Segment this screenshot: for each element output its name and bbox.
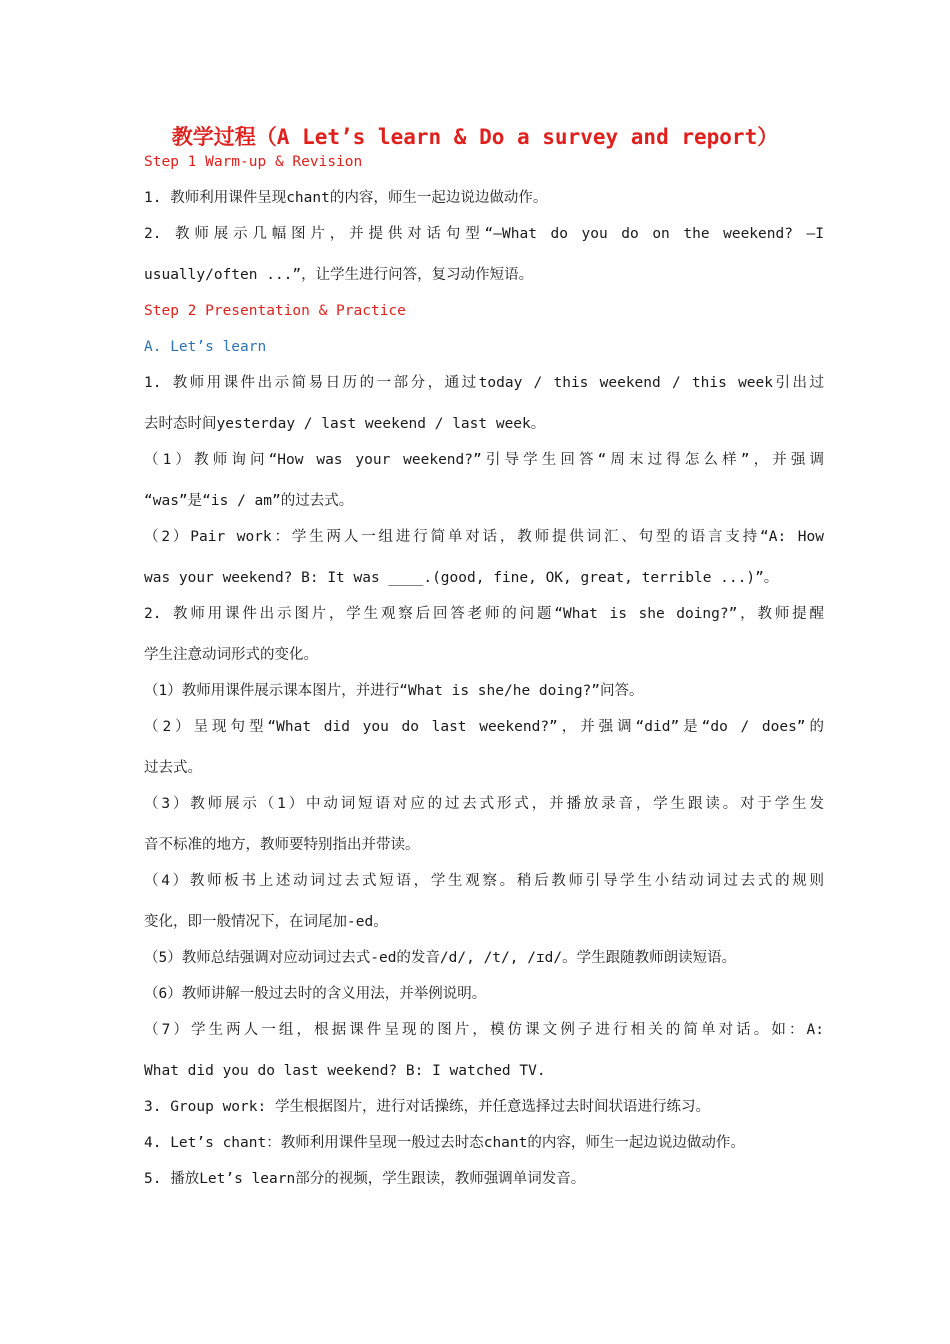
step2-line-13: 音不标准的地方，教师要特别指出并带读。 [144,837,420,853]
step2-line-17: （6）教师讲解一般过去时的含义用法，并举例说明。 [144,986,487,1002]
step2-line-1: 1. 教师用课件出示简易日历的一部分，通过today / this weekend / this week引出过 [144,375,824,391]
step2-line-21: 4. Let’s chant：教师利用课件呈现一般过去时态chant的内容，师生一起边说边做动作。 [144,1135,745,1151]
step1-heading: Step 1 Warm-up & Revision [144,154,363,170]
step2-line-7: 2. 教师用课件出示图片，学生观察后回答老师的问题“What is she doing?”，教师提醒 [144,606,824,622]
step2-line-2: 去时态时间yesterday / last weekend / last week。 [144,416,546,432]
step2-line-6: was your weekend? B: It was ____.(good, fine, OK, great, terrible ...)”。 [144,570,779,586]
step2-line-16: （5）教师总结强调对应动词过去式-ed的发音/d/, /t/, /ɪd/。学生跟随教师朗读短语。 [144,950,737,966]
step2-line-15: 变化，即一般情况下，在词尾加-ed。 [144,914,388,930]
step2-line-10: （2）呈现句型“What did you do last weekend?”，并强调“did”是“do / does”的 [144,719,824,735]
step1-item-1: 1. 教师利用课件呈现chant的内容，师生一起边说边做动作。 [144,190,548,206]
step2-line-9: （1）教师用课件展示课本图片，并进行“What is she/he doing?”问答。 [144,683,644,699]
step2-line-3: （1）教师询问“How was your weekend?”引导学生回答“周末过得怎么样”，并强调 [144,452,824,468]
step2-line-20: 3. Group work: 学生根据图片，进行对话操练，并任意选择过去时间状语进行练习。 [144,1099,710,1115]
document-title: 教学过程（A Let’s learn & Do a survey and report） [171,125,779,149]
step2-line-12: （3）教师展示（1）中动词短语对应的过去式形式，并播放录音，学生跟读。对于学生发 [144,796,824,812]
step2-line-18: （7）学生两人一组，根据课件呈现的图片，模仿课文例子进行相关的简单对话。如：A: [144,1022,824,1038]
step1-item-2: 2. 教师展示几幅图片，并提供对话句型“—What do you do on the weekend? —I [144,226,824,242]
step2-line-19: What did you do last weekend? B: I watched TV. [144,1063,546,1079]
step2-line-22: 5. 播放Let’s learn部分的视频，学生跟读，教师强调单词发音。 [144,1171,586,1187]
step1-item-2-cont: usually/often ...”，让学生进行问答，复习动作短语。 [144,267,534,283]
step2-line-8: 学生注意动词形式的变化。 [144,647,318,663]
section-a-heading: A. Let’s learn [144,339,267,355]
step2-heading: Step 2 Presentation & Practice [144,303,406,319]
step2-line-11: 过去式。 [144,760,202,776]
step2-line-4: “was”是“is / am”的过去式。 [144,493,354,509]
step2-line-14: （4）教师板书上述动词过去式短语，学生观察。稍后教师引导学生小结动词过去式的规则 [144,873,824,889]
step2-line-5: （2）Pair work：学生两人一组进行简单对话，教师提供词汇、句型的语言支持“A: How [144,529,824,545]
